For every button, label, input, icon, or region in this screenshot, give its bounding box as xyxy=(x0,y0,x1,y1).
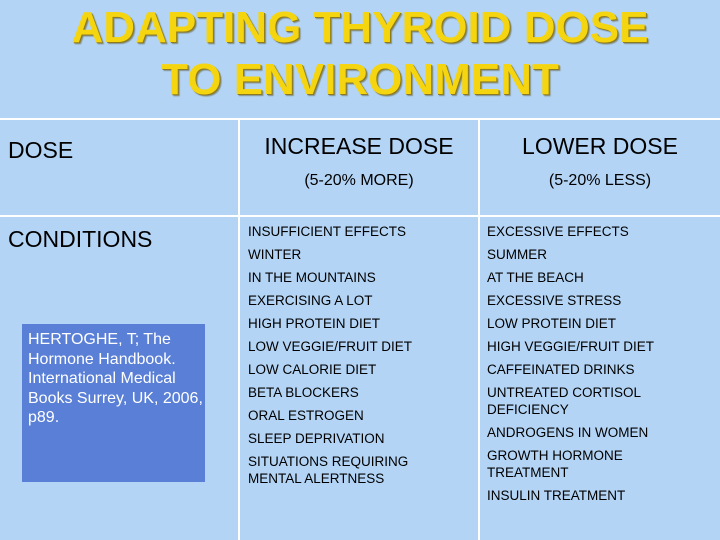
conditions-header: CONDITIONS xyxy=(8,226,153,252)
list-item: LOW VEGGIE/FRUIT DIET xyxy=(248,339,413,354)
list-item: EXCESSIVE EFFECTS xyxy=(487,224,629,239)
reference-box: HERTOGHE, T; The Hormone Handbook. International Medical Books Surrey, UK, 2006, p89. xyxy=(22,324,205,482)
increase-dose-header xyxy=(240,133,478,190)
list-item: INSULIN TREATMENT xyxy=(487,488,626,503)
lower-conditions-list xyxy=(487,220,709,507)
list-item: AT THE BEACH xyxy=(487,270,584,285)
lower-dose-title: LOWER DOSE xyxy=(522,133,678,159)
list-item: CAFFEINATED DRINKS xyxy=(487,362,635,377)
list-item: ORAL ESTROGEN xyxy=(248,408,364,423)
list-item: WINTER xyxy=(248,247,302,262)
list-item: LOW CALORIE DIET xyxy=(248,362,377,377)
table-top-border xyxy=(0,118,720,120)
list-item: HIGH PROTEIN DIET xyxy=(248,316,381,331)
list-item: LOW PROTEIN DIET xyxy=(487,316,617,331)
list-item: IN THE MOUNTAINS xyxy=(248,270,376,285)
list-item: INSUFFICIENT EFFECTS xyxy=(248,224,407,239)
list-item: ANDROGENS IN WOMEN xyxy=(487,425,649,440)
list-item: BETA BLOCKERS xyxy=(248,385,359,400)
list-item: GROWTH HORMONE TREATMENT xyxy=(487,448,623,480)
dose-table xyxy=(0,118,720,540)
lower-dose-subtitle: (5-20% LESS) xyxy=(548,172,652,189)
list-item: EXERCISING A LOT xyxy=(248,293,373,308)
slide-title-line-1: ADAPTING THYROID DOSE xyxy=(71,3,649,52)
list-item: UNTREATED CORTISOL DEFICIENCY xyxy=(487,385,641,417)
increase-conditions-list xyxy=(248,220,474,490)
dose-header: DOSE xyxy=(8,137,74,163)
list-item: SITUATIONS REQUIRING MENTAL ALERTNESS xyxy=(248,454,409,486)
table-row-divider xyxy=(0,215,720,217)
list-item: SLEEP DEPRIVATION xyxy=(248,431,385,446)
lower-dose-header xyxy=(480,133,720,190)
increase-dose-subtitle: (5-20% MORE) xyxy=(304,172,414,189)
increase-dose-title: INCREASE DOSE xyxy=(264,133,454,159)
list-item: EXCESSIVE STRESS xyxy=(487,293,622,308)
list-item: SUMMER xyxy=(487,247,547,262)
slide-title xyxy=(0,2,720,106)
slide-title-line-2: TO ENVIRONMENT xyxy=(161,55,559,104)
list-item: HIGH VEGGIE/FRUIT DIET xyxy=(487,339,655,354)
